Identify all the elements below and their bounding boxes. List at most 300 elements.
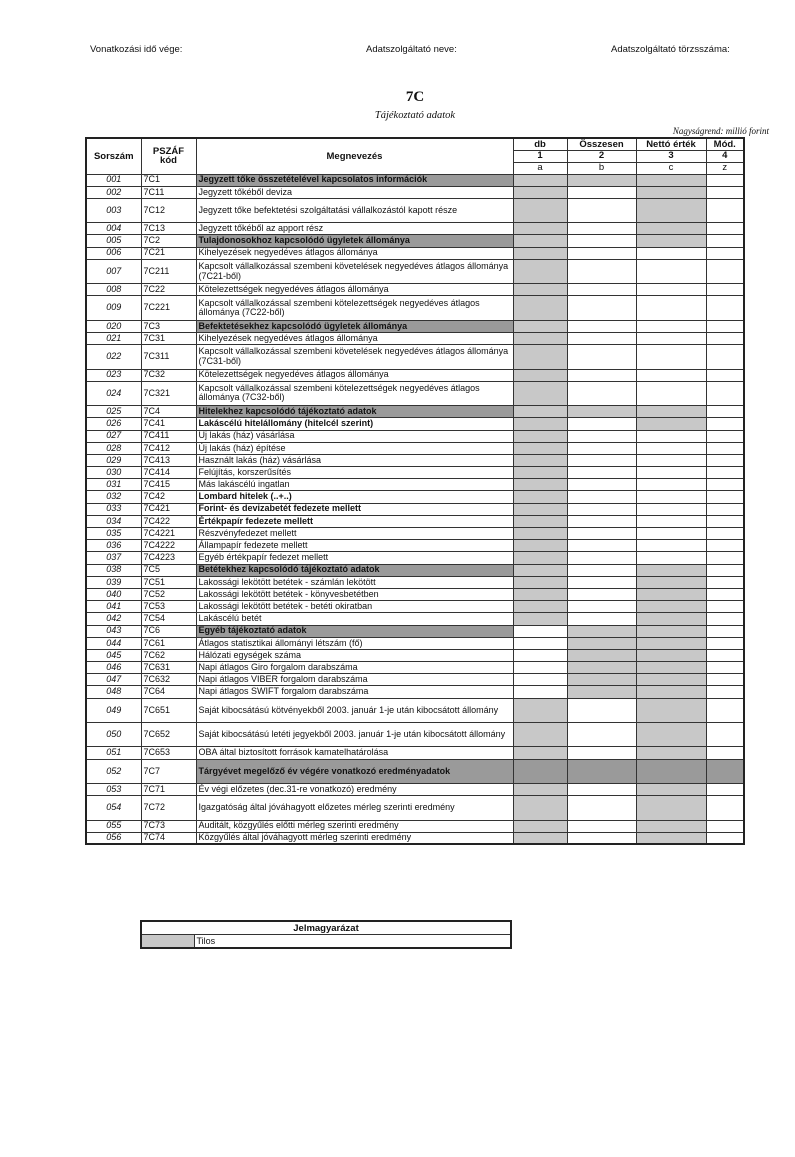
row-name: Kapcsolt vállalkozással szembeni kötelezettségek negyedéves átlagos állománya (7C22-ből)	[196, 296, 513, 320]
table-row	[86, 528, 744, 540]
input-cell[interactable]	[567, 259, 636, 283]
input-cell[interactable]	[706, 174, 744, 186]
table-row	[86, 479, 744, 491]
input-cell[interactable]	[636, 259, 706, 283]
row-number: 035	[86, 528, 141, 540]
disallowed-cell	[513, 698, 567, 722]
row-name: Lakossági lekötött betétek - betéti okiratban	[196, 601, 513, 613]
disallowed-cell	[513, 296, 567, 320]
input-cell[interactable]	[567, 284, 636, 296]
row-code: 7C5	[141, 564, 196, 576]
input-cell[interactable]	[636, 552, 706, 564]
header-col-num: 2	[567, 150, 636, 162]
row-code: 7C411	[141, 430, 196, 442]
row-code: 7C13	[141, 223, 196, 235]
input-cell[interactable]	[567, 345, 636, 369]
input-cell[interactable]	[567, 515, 636, 527]
row-name: Kapcsolt vállalkozással szembeni követelések negyedéves átlagos állománya (7C31-ből)	[196, 345, 513, 369]
row-number: 032	[86, 491, 141, 503]
table-body	[86, 174, 744, 844]
row-name: Betétekhez kapcsolódó tájékoztató adatok	[196, 564, 513, 576]
table-row	[86, 381, 744, 405]
disallowed-cell	[513, 576, 567, 588]
row-name: Befektetésekhez kapcsolódó ügyletek állománya	[196, 320, 513, 332]
input-cell[interactable]	[636, 284, 706, 296]
disallowed-cell	[636, 820, 706, 832]
table-row	[86, 576, 744, 588]
table-row	[86, 369, 744, 381]
input-cell[interactable]	[636, 479, 706, 491]
input-cell[interactable]	[513, 649, 567, 661]
input-cell[interactable]	[567, 698, 636, 722]
row-code: 7C321	[141, 381, 196, 405]
disallowed-cell	[636, 759, 706, 783]
row-name: Hálózati egységek száma	[196, 649, 513, 661]
row-code: 7C631	[141, 662, 196, 674]
disallowed-cell	[513, 552, 567, 564]
row-code: 7C61	[141, 637, 196, 649]
input-cell[interactable]	[706, 674, 744, 686]
row-code: 7C4221	[141, 528, 196, 540]
table-row	[86, 784, 744, 796]
disallowed-cell	[513, 759, 567, 783]
disallowed-cell	[567, 759, 636, 783]
input-cell[interactable]	[706, 528, 744, 540]
disallowed-cell	[513, 247, 567, 259]
disallowed-cell	[636, 747, 706, 759]
input-cell[interactable]	[636, 247, 706, 259]
input-cell[interactable]	[567, 198, 636, 222]
input-cell[interactable]	[706, 296, 744, 320]
input-cell[interactable]	[706, 418, 744, 430]
input-cell[interactable]	[567, 442, 636, 454]
input-cell[interactable]	[706, 430, 744, 442]
input-cell[interactable]	[706, 515, 744, 527]
row-number: 050	[86, 723, 141, 747]
header-col-title: Nettó érték	[636, 138, 706, 150]
header-col-title: Mód.	[706, 138, 744, 150]
row-name: Kötelezettségek negyedéves átlagos állománya	[196, 369, 513, 381]
header-col-letter: c	[636, 162, 706, 174]
input-cell[interactable]	[636, 454, 706, 466]
input-cell[interactable]	[513, 662, 567, 674]
input-cell[interactable]	[706, 662, 744, 674]
row-code: 7C414	[141, 467, 196, 479]
row-number: 037	[86, 552, 141, 564]
row-name: Saját kibocsátású kötvényekből 2003. január 1-je után kibocsátott állomány	[196, 698, 513, 722]
table-row	[86, 442, 744, 454]
row-name: Napi átlagos VIBER forgalom darabszáma	[196, 674, 513, 686]
input-cell[interactable]	[567, 796, 636, 820]
row-name: Tulajdonosokhoz kapcsolódó ügyletek állománya	[196, 235, 513, 247]
table-row	[86, 588, 744, 600]
row-code: 7C22	[141, 284, 196, 296]
table-row	[86, 259, 744, 283]
input-cell[interactable]	[513, 674, 567, 686]
input-cell[interactable]	[636, 332, 706, 344]
row-number: 031	[86, 479, 141, 491]
row-number: 049	[86, 698, 141, 722]
row-number: 005	[86, 235, 141, 247]
disallowed-cell	[706, 759, 744, 783]
table-row	[86, 564, 744, 576]
disallowed-cell	[513, 406, 567, 418]
row-code: 7C413	[141, 454, 196, 466]
row-number: 028	[86, 442, 141, 454]
disallowed-cell	[513, 418, 567, 430]
row-number: 030	[86, 467, 141, 479]
header-col-title: Összesen	[567, 138, 636, 150]
row-name: Jegyzett tőkéből az apport rész	[196, 223, 513, 235]
row-name: Hitelekhez kapcsolódó tájékoztató adatok	[196, 406, 513, 418]
row-code: 7C221	[141, 296, 196, 320]
disallowed-cell	[513, 528, 567, 540]
input-cell[interactable]	[706, 320, 744, 332]
table-row	[86, 601, 744, 613]
disallowed-cell	[636, 649, 706, 661]
table-row	[86, 406, 744, 418]
row-name: Igazgatóság által jóváhagyott előzetes mérleg szerinti eredmény	[196, 796, 513, 820]
row-name: Állampapír fedezete mellett	[196, 540, 513, 552]
input-cell[interactable]	[706, 467, 744, 479]
input-cell[interactable]	[567, 601, 636, 613]
row-number: 003	[86, 198, 141, 222]
table-row	[86, 320, 744, 332]
disallowed-cell	[636, 198, 706, 222]
table-row	[86, 686, 744, 698]
input-cell[interactable]	[706, 613, 744, 625]
disallowed-cell	[567, 662, 636, 674]
disallowed-cell	[513, 320, 567, 332]
row-number: 036	[86, 540, 141, 552]
row-code: 7C71	[141, 784, 196, 796]
row-name: Felújítás, korszerűsítés	[196, 467, 513, 479]
input-cell[interactable]	[706, 698, 744, 722]
report-table	[85, 137, 745, 845]
disallowed-cell	[636, 784, 706, 796]
row-code: 7C73	[141, 820, 196, 832]
input-cell[interactable]	[636, 540, 706, 552]
row-code: 7C211	[141, 259, 196, 283]
input-cell[interactable]	[567, 613, 636, 625]
input-cell[interactable]	[706, 540, 744, 552]
table-row	[86, 247, 744, 259]
header-col-num: 3	[636, 150, 706, 162]
row-number: 027	[86, 430, 141, 442]
disallowed-cell	[636, 698, 706, 722]
row-code: 7C41	[141, 418, 196, 430]
row-number: 048	[86, 686, 141, 698]
table-row	[86, 613, 744, 625]
header-megnevezes: Megnevezés	[196, 138, 513, 174]
row-code: 7C4	[141, 406, 196, 418]
table-row	[86, 515, 744, 527]
disallowed-cell	[636, 223, 706, 235]
disallowed-cell	[636, 662, 706, 674]
table-row	[86, 637, 744, 649]
input-cell[interactable]	[706, 442, 744, 454]
disallowed-cell	[636, 406, 706, 418]
input-cell[interactable]	[567, 430, 636, 442]
disallowed-cell	[636, 674, 706, 686]
input-cell[interactable]	[567, 503, 636, 515]
table-row	[86, 540, 744, 552]
input-cell[interactable]	[636, 430, 706, 442]
disallowed-cell	[513, 345, 567, 369]
row-code: 7C311	[141, 345, 196, 369]
row-number: 038	[86, 564, 141, 576]
input-cell[interactable]	[567, 223, 636, 235]
row-code: 7C51	[141, 576, 196, 588]
input-cell[interactable]	[567, 491, 636, 503]
table-row	[86, 674, 744, 686]
input-cell[interactable]	[567, 235, 636, 247]
disallowed-cell	[513, 198, 567, 222]
row-code: 7C64	[141, 686, 196, 698]
header-pszaf-kod: PSZÁF kód	[141, 138, 196, 174]
input-cell[interactable]	[567, 588, 636, 600]
input-cell[interactable]	[567, 564, 636, 576]
row-name: Napi átlagos Giro forgalom darabszáma	[196, 662, 513, 674]
table-row	[86, 235, 744, 247]
input-cell[interactable]	[706, 796, 744, 820]
input-cell[interactable]	[706, 223, 744, 235]
row-code: 7C653	[141, 747, 196, 759]
row-code: 7C412	[141, 442, 196, 454]
row-name: Jegyzett tőke befektetési szolgáltatási vállalkozástól kapott része	[196, 198, 513, 222]
input-cell[interactable]	[567, 467, 636, 479]
table-row	[86, 418, 744, 430]
input-cell[interactable]	[706, 576, 744, 588]
input-cell[interactable]	[706, 649, 744, 661]
disallowed-cell	[567, 686, 636, 698]
header-sorszam: Sorszám	[86, 138, 141, 174]
row-number: 006	[86, 247, 141, 259]
input-cell[interactable]	[706, 747, 744, 759]
row-code: 7C72	[141, 796, 196, 820]
input-cell[interactable]	[706, 686, 744, 698]
input-cell[interactable]	[636, 369, 706, 381]
row-name: Kapcsolt vállalkozással szembeni követelések negyedéves átlagos állománya (7C21-ből)	[196, 259, 513, 283]
disallowed-cell	[636, 564, 706, 576]
input-cell[interactable]	[567, 723, 636, 747]
input-cell[interactable]	[706, 503, 744, 515]
row-code: 7C6	[141, 625, 196, 637]
input-cell[interactable]	[706, 479, 744, 491]
row-name: OBA által biztosított források kamatelhatárolása	[196, 747, 513, 759]
disallowed-cell	[513, 784, 567, 796]
input-cell[interactable]	[513, 625, 567, 637]
input-cell[interactable]	[636, 345, 706, 369]
disallowed-cell	[513, 515, 567, 527]
row-code: 7C31	[141, 332, 196, 344]
input-cell[interactable]	[567, 820, 636, 832]
input-cell[interactable]	[706, 332, 744, 344]
disallowed-cell	[636, 235, 706, 247]
input-cell[interactable]	[636, 491, 706, 503]
input-cell[interactable]	[636, 296, 706, 320]
table-row	[86, 186, 744, 198]
disallowed-cell	[636, 576, 706, 588]
input-cell[interactable]	[706, 491, 744, 503]
input-cell[interactable]	[706, 723, 744, 747]
disallowed-cell	[513, 723, 567, 747]
input-cell[interactable]	[567, 332, 636, 344]
disallowed-cell	[513, 540, 567, 552]
row-number: 053	[86, 784, 141, 796]
input-cell[interactable]	[567, 247, 636, 259]
input-cell[interactable]	[567, 747, 636, 759]
period-end-label: Vonatkozási idő vége:	[90, 44, 183, 55]
row-code: 7C632	[141, 674, 196, 686]
row-number: 052	[86, 759, 141, 783]
row-name: Kapcsolt vállalkozással szembeni kötelezettségek negyedéves átlagos állománya (7C32-ből)	[196, 381, 513, 405]
row-number: 043	[86, 625, 141, 637]
row-number: 024	[86, 381, 141, 405]
row-number: 046	[86, 662, 141, 674]
input-cell[interactable]	[567, 320, 636, 332]
disallowed-cell	[636, 723, 706, 747]
input-cell[interactable]	[636, 320, 706, 332]
legend-label: Tilos	[194, 935, 511, 949]
input-cell[interactable]	[567, 832, 636, 844]
input-cell[interactable]	[567, 418, 636, 430]
table-row	[86, 467, 744, 479]
row-number: 026	[86, 418, 141, 430]
input-cell[interactable]	[636, 528, 706, 540]
input-cell[interactable]	[636, 515, 706, 527]
table-row	[86, 454, 744, 466]
table-row	[86, 747, 744, 759]
row-name: Lakáscélú betét	[196, 613, 513, 625]
disallowed-cell	[567, 406, 636, 418]
input-cell[interactable]	[567, 296, 636, 320]
row-code: 7C53	[141, 601, 196, 613]
disallowed-cell	[513, 442, 567, 454]
table-row	[86, 430, 744, 442]
disallowed-cell	[513, 588, 567, 600]
disallowed-cell	[513, 174, 567, 186]
input-cell[interactable]	[513, 686, 567, 698]
table-row	[86, 698, 744, 722]
row-name: Lombard hitelek (..+..)	[196, 491, 513, 503]
row-code: 7C4222	[141, 540, 196, 552]
row-code: 7C42	[141, 491, 196, 503]
row-number: 042	[86, 613, 141, 625]
row-name: Forint- és devizabetét fedezete mellett	[196, 503, 513, 515]
row-number: 023	[86, 369, 141, 381]
header-col-letter: z	[706, 162, 744, 174]
row-number: 044	[86, 637, 141, 649]
disallowed-cell	[513, 369, 567, 381]
input-cell[interactable]	[706, 588, 744, 600]
row-number: 022	[86, 345, 141, 369]
table-row	[86, 552, 744, 564]
units-note: Nagyságrend: millió forint	[672, 126, 769, 136]
input-cell[interactable]	[567, 381, 636, 405]
disallowed-cell	[567, 174, 636, 186]
input-cell[interactable]	[567, 186, 636, 198]
input-cell[interactable]	[513, 637, 567, 649]
input-cell[interactable]	[567, 479, 636, 491]
input-cell[interactable]	[706, 381, 744, 405]
input-cell[interactable]	[636, 381, 706, 405]
row-name: Jegyzett tőke összetételével kapcsolatos információk	[196, 174, 513, 186]
input-cell[interactable]	[706, 784, 744, 796]
input-cell[interactable]	[706, 454, 744, 466]
row-code: 7C12	[141, 198, 196, 222]
disallowed-cell	[513, 613, 567, 625]
input-cell[interactable]	[706, 198, 744, 222]
disallowed-cell	[513, 381, 567, 405]
row-code: 7C7	[141, 759, 196, 783]
input-cell[interactable]	[567, 552, 636, 564]
row-number: 040	[86, 588, 141, 600]
disallowed-cell	[636, 637, 706, 649]
header-col-title: db	[513, 138, 567, 150]
row-number: 047	[86, 674, 141, 686]
table-row	[86, 198, 744, 222]
input-cell[interactable]	[567, 784, 636, 796]
disallowed-cell	[567, 674, 636, 686]
input-cell[interactable]	[567, 528, 636, 540]
input-cell[interactable]	[567, 540, 636, 552]
disallowed-cell	[513, 186, 567, 198]
input-cell[interactable]	[706, 625, 744, 637]
input-cell[interactable]	[636, 442, 706, 454]
input-cell[interactable]	[706, 247, 744, 259]
row-code: 7C651	[141, 698, 196, 722]
input-cell[interactable]	[706, 259, 744, 283]
input-cell[interactable]	[706, 345, 744, 369]
input-cell[interactable]	[706, 564, 744, 576]
row-number: 033	[86, 503, 141, 515]
disallowed-cell	[636, 588, 706, 600]
row-name: Egyéb értékpapír fedezet mellett	[196, 552, 513, 564]
legend-title: Jelmagyarázat	[141, 921, 511, 935]
row-code: 7C74	[141, 832, 196, 844]
input-cell[interactable]	[706, 552, 744, 564]
disallowed-cell	[513, 332, 567, 344]
row-name: Év végi előzetes (dec.31-re vonatkozó) eredmény	[196, 784, 513, 796]
row-number: 029	[86, 454, 141, 466]
row-name: Lakossági lekötött betétek - számlán lekötött	[196, 576, 513, 588]
input-cell[interactable]	[706, 406, 744, 418]
input-cell[interactable]	[706, 601, 744, 613]
input-cell[interactable]	[706, 369, 744, 381]
disallowed-cell	[513, 820, 567, 832]
header-col-letter: a	[513, 162, 567, 174]
input-cell[interactable]	[636, 503, 706, 515]
disallowed-cell	[513, 503, 567, 515]
table-row	[86, 491, 744, 503]
input-cell[interactable]	[636, 467, 706, 479]
input-cell[interactable]	[706, 235, 744, 247]
input-cell[interactable]	[706, 284, 744, 296]
input-cell[interactable]	[567, 576, 636, 588]
row-name: Jegyzett tőkéből deviza	[196, 186, 513, 198]
row-name: Új lakás (ház) építése	[196, 442, 513, 454]
input-cell[interactable]	[567, 369, 636, 381]
input-cell[interactable]	[706, 637, 744, 649]
input-cell[interactable]	[706, 832, 744, 844]
disallowed-cell	[513, 491, 567, 503]
input-cell[interactable]	[706, 186, 744, 198]
input-cell[interactable]	[567, 454, 636, 466]
input-cell[interactable]	[706, 820, 744, 832]
table-row	[86, 796, 744, 820]
row-name: Új lakás (ház) vásárlása	[196, 430, 513, 442]
